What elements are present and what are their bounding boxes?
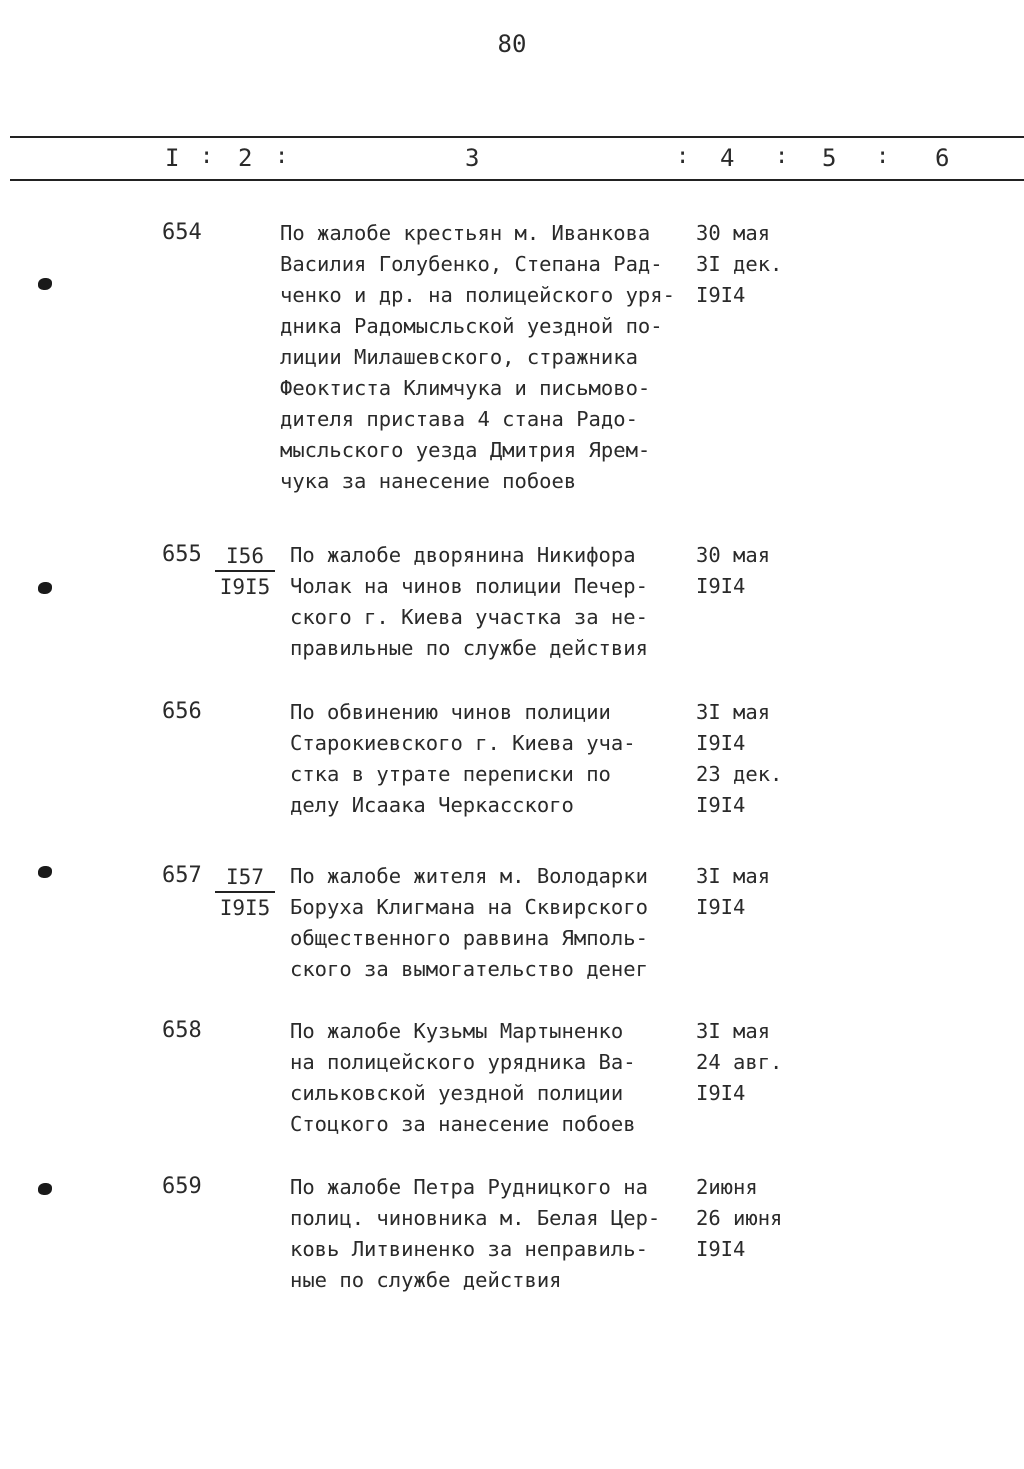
column-header-1: I	[165, 144, 180, 172]
date-line: 24 авг.	[696, 1050, 783, 1074]
date-line: I9I4	[696, 1237, 746, 1261]
column-separator: :	[876, 144, 890, 169]
description-line: По жалобе дворянина Никифора	[290, 543, 636, 567]
date-line: I9I4	[696, 895, 746, 919]
date-line: 26 июня	[696, 1206, 783, 1230]
description-line: По жалобе крестьян м. Иванкова	[280, 221, 651, 245]
description-line: на полицейского урядника Ва-	[290, 1050, 636, 1074]
date-line: I9I4	[696, 731, 746, 755]
column-header-4: 4	[720, 144, 735, 172]
entry-dates	[696, 540, 806, 602]
date-line: 3I мая	[696, 864, 771, 888]
description-line: ского за вымогательство денег	[290, 957, 648, 981]
description-line: Боруха Клигмана на Сквирского	[290, 895, 648, 919]
date-line: 3I мая	[696, 700, 771, 724]
entry-description	[290, 1016, 700, 1140]
reference-number: I57	[215, 863, 275, 893]
date-line: I9I4	[696, 793, 746, 817]
page-number: 80	[497, 30, 527, 58]
description-line: По жалобе Петра Рудницкого на	[290, 1175, 648, 1199]
description-line: Старокиевского г. Киева уча-	[290, 731, 636, 755]
description-line: Стоцкого за нанесение побоев	[290, 1112, 636, 1136]
entry-number: 657	[162, 863, 202, 888]
description-line: дника Радомысльской уездной по-	[280, 314, 663, 338]
entry-description	[290, 697, 700, 821]
entry-dates	[696, 1016, 806, 1109]
description-line: полиц. чиновника м. Белая Цер-	[290, 1206, 661, 1230]
description-line: делу Исаака Черкасского	[290, 793, 574, 817]
entry-description	[290, 540, 700, 664]
description-line: Феоктиста Климчука и письмово-	[280, 376, 651, 400]
punch-hole-mark	[38, 582, 52, 594]
date-line: 30 мая	[696, 543, 771, 567]
description-line: Василия Голубенко, Степана Рад-	[280, 252, 663, 276]
reference-number: I56	[215, 542, 275, 572]
description-line: правильные по службе действия	[290, 636, 648, 660]
entry-dates	[696, 1172, 806, 1265]
description-line: По жалобе жителя м. Володарки	[290, 864, 648, 888]
entry-reference	[215, 863, 275, 923]
date-line: 2июня	[696, 1175, 758, 1199]
date-line: I9I4	[696, 283, 746, 307]
description-line: По обвинению чинов полиции	[290, 700, 611, 724]
description-line: ковь Литвиненко за неправиль-	[290, 1237, 648, 1261]
description-line: ского г. Киева участка за не-	[290, 605, 648, 629]
entry-description	[290, 1172, 700, 1296]
entry-description	[280, 218, 690, 497]
description-line: мысльского уезда Дмитрия Ярем-	[280, 438, 651, 462]
entry-number: 659	[162, 1174, 202, 1199]
column-separator: :	[676, 144, 690, 169]
header-bottom-rule	[10, 179, 1024, 181]
description-line: сильковской уездной полиции	[290, 1081, 624, 1105]
entry-dates	[696, 218, 806, 311]
reference-year: I9I5	[219, 896, 271, 920]
description-line: ные по службе действия	[290, 1268, 562, 1292]
entry-dates	[696, 861, 806, 923]
column-header-5: 5	[822, 144, 837, 172]
date-line: I9I4	[696, 574, 746, 598]
header-top-rule	[10, 136, 1024, 138]
description-line: чука за нанесение побоев	[280, 469, 577, 493]
punch-hole-mark	[38, 866, 52, 878]
column-header-3: 3	[465, 144, 480, 172]
description-line: дителя пристава 4 стана Радо-	[280, 407, 638, 431]
description-line: стка в утрате переписки по	[290, 762, 611, 786]
punch-hole-mark	[38, 278, 52, 290]
entry-number: 656	[162, 699, 202, 724]
entry-number: 655	[162, 542, 202, 567]
date-line: 3I дек.	[696, 252, 783, 276]
description-line: По жалобе Кузьмы Мартыненко	[290, 1019, 624, 1043]
description-line: общественного раввина Ямполь-	[290, 926, 648, 950]
description-line: лиции Милашевского, стражника	[280, 345, 638, 369]
column-header-2: 2	[238, 144, 253, 172]
description-line: ченко и др. на полицейского уря-	[280, 283, 675, 307]
date-line: I9I4	[696, 1081, 746, 1105]
column-separator: :	[200, 144, 214, 169]
entry-number: 658	[162, 1018, 202, 1043]
description-line: Чолак на чинов полиции Печер-	[290, 574, 648, 598]
column-header-6: 6	[935, 144, 950, 172]
entry-dates	[696, 697, 806, 821]
column-separator: :	[275, 144, 289, 169]
column-separator: :	[775, 144, 789, 169]
entry-reference	[215, 542, 275, 602]
punch-hole-mark	[38, 1183, 52, 1195]
date-line: 23 дек.	[696, 762, 783, 786]
reference-year: I9I5	[219, 575, 271, 599]
date-line: 30 мая	[696, 221, 771, 245]
entry-number: 654	[162, 220, 202, 245]
entry-description	[290, 861, 700, 985]
date-line: 3I мая	[696, 1019, 771, 1043]
